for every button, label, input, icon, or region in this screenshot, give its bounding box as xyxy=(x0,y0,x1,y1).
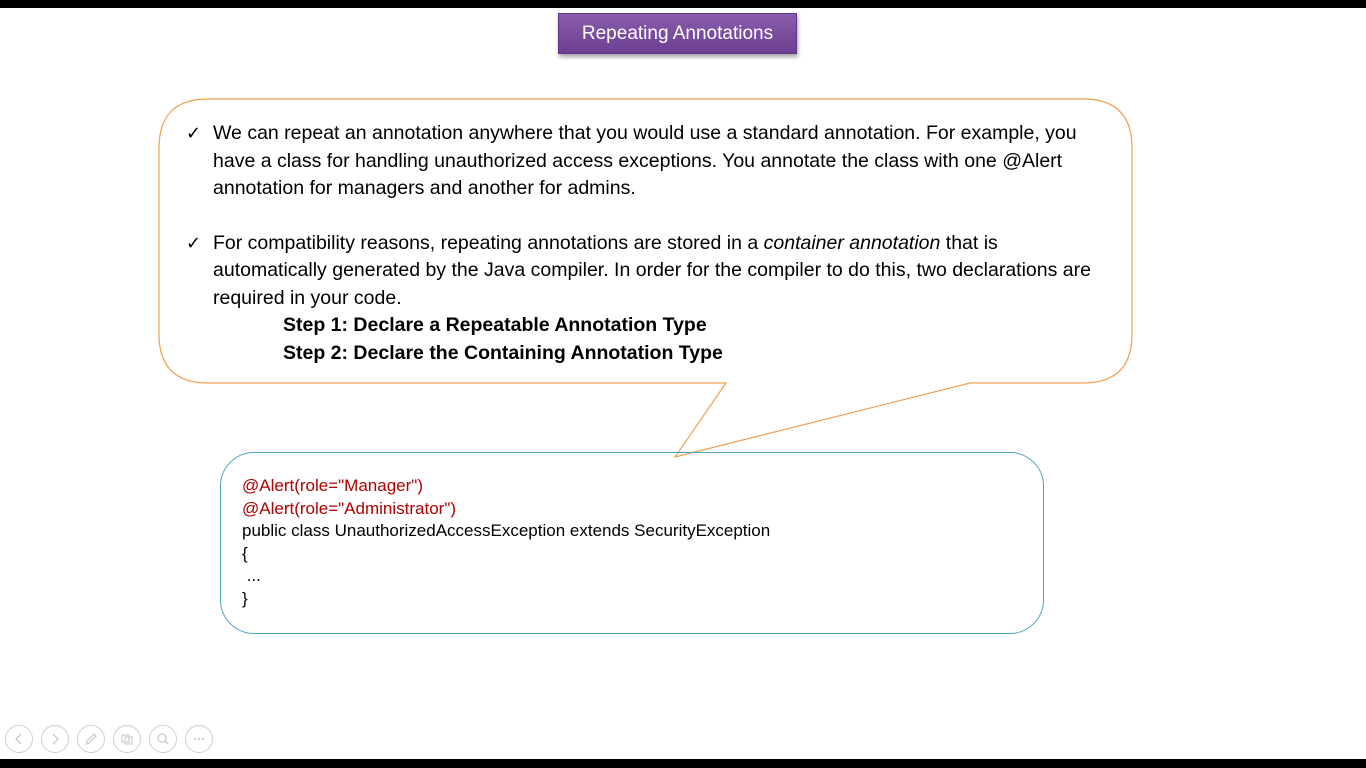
code-line: { xyxy=(242,543,248,563)
bullet-text: We can repeat an annotation anywhere that you would use a standard annotation. For example, you have a class for handling unauthorized access exceptions. You annotate the class with one @Alert annotation for managers and another for admins. xyxy=(213,122,1077,199)
bullet-repeat-annotation xyxy=(186,120,1116,203)
previous-button[interactable] xyxy=(5,725,33,753)
next-button[interactable] xyxy=(41,725,69,753)
bullet-text-end: that is automatically generated by the Java compiler. In order for the compiler to do this, two declarations are required in your code. xyxy=(213,231,1091,309)
code-line: @Alert(role="Manager") xyxy=(242,476,423,495)
checkmark-icon: ✓ xyxy=(186,232,202,254)
more-button[interactable] xyxy=(185,725,213,753)
previous-icon xyxy=(11,731,27,747)
code-line: } xyxy=(242,588,248,608)
code-line: @Alert(role="Administrator") xyxy=(242,498,457,518)
pen-button[interactable] xyxy=(77,725,105,753)
steps-list xyxy=(213,312,1116,367)
bullet-text-start: For compatibility reasons, repeating annotations are stored in a xyxy=(213,231,764,254)
bullet-compatibility xyxy=(186,230,1116,368)
slide-title-text: Repeating Annotations xyxy=(581,22,774,44)
slideshow-nav xyxy=(5,725,213,753)
code-sample xyxy=(242,475,770,611)
pen-icon xyxy=(83,731,99,747)
slides-button[interactable] xyxy=(113,725,141,753)
bullet-text-italic: container annotation xyxy=(763,231,941,254)
next-icon xyxy=(47,731,63,747)
code-line: public class UnauthorizedAccessException extends SecurityException xyxy=(242,521,771,541)
zoom-button[interactable] xyxy=(149,725,177,753)
code-line: ... xyxy=(242,566,261,586)
zoom-icon xyxy=(155,731,171,747)
checkmark-icon: ✓ xyxy=(186,123,202,144)
slides-icon xyxy=(119,731,135,747)
more-icon xyxy=(191,731,207,747)
slide xyxy=(0,8,1366,759)
step-1: Step 1: Declare a Repeatable Annotation Type xyxy=(283,314,707,336)
callout-content xyxy=(186,120,1116,367)
step-2: Step 2: Declare the Containing Annotation Type xyxy=(283,341,723,364)
